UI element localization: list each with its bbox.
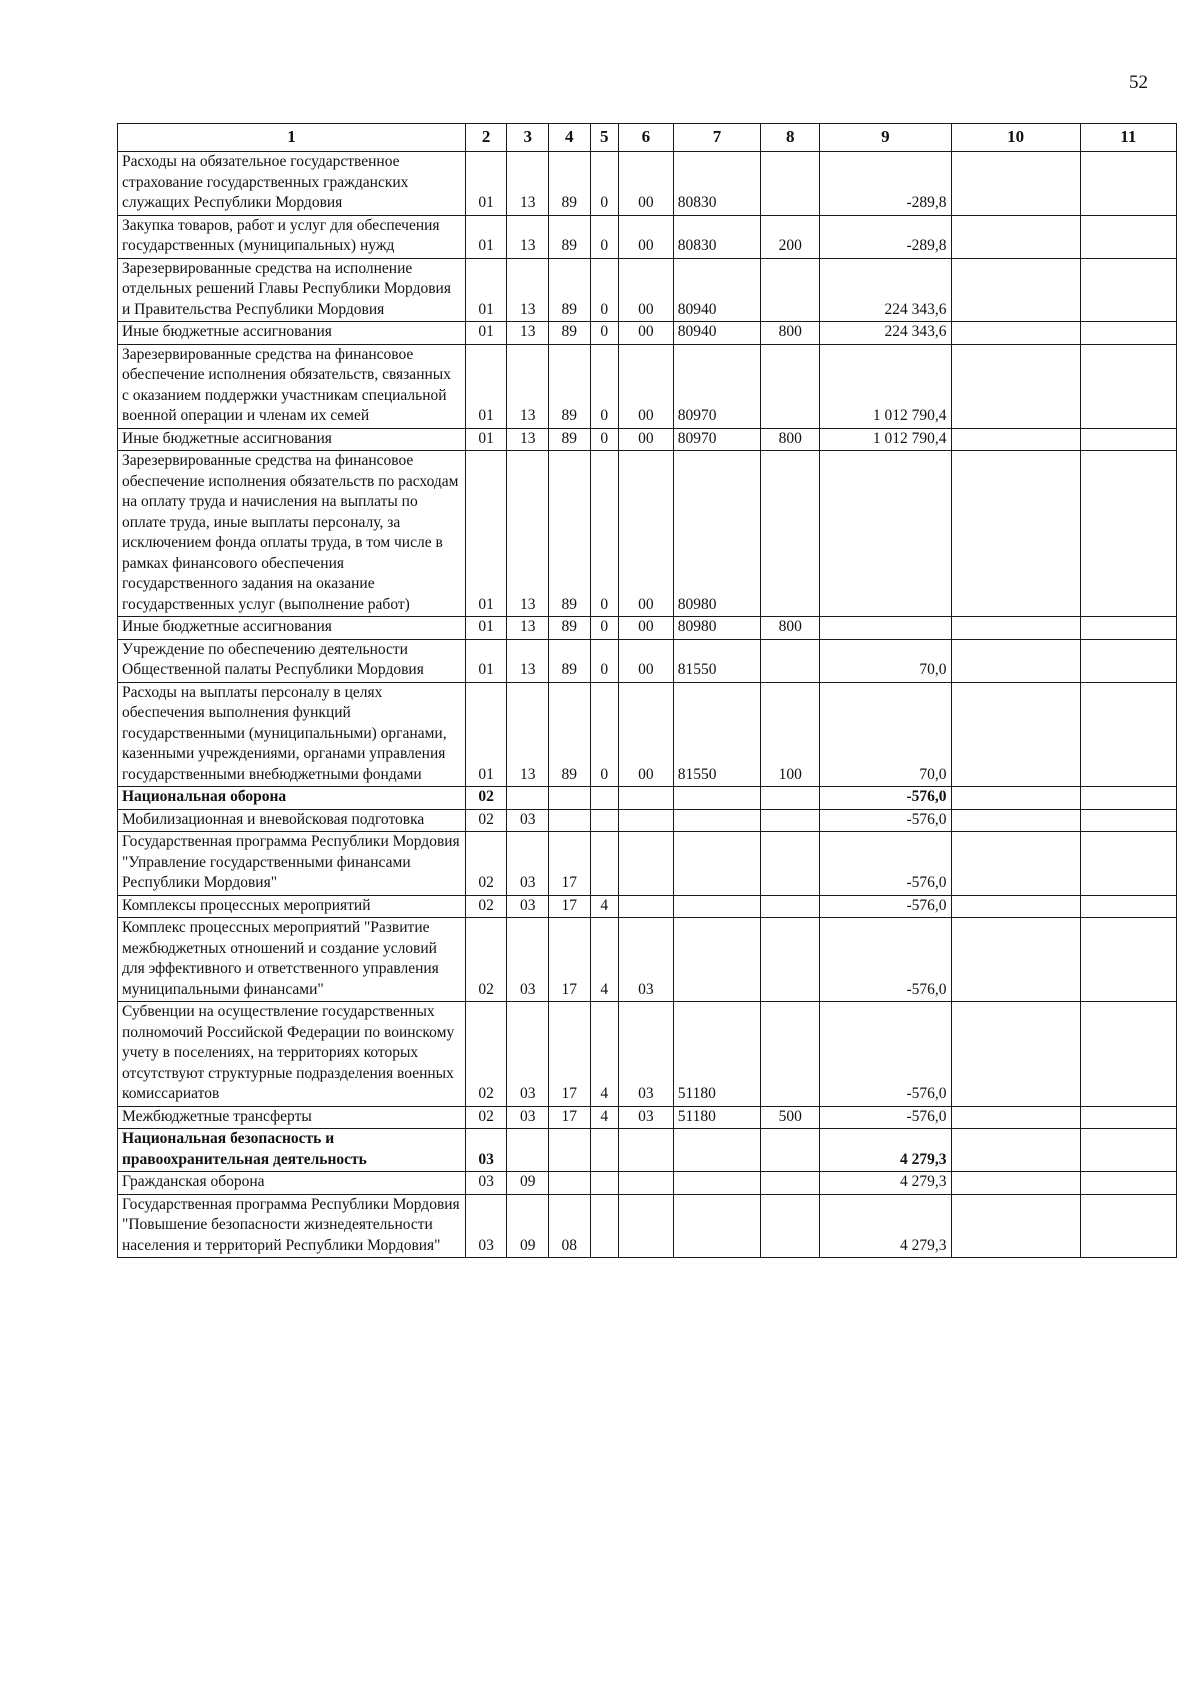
amount-col-10 — [951, 152, 1080, 216]
table-row — [118, 639, 1177, 682]
code-section: 02 — [465, 809, 507, 832]
code-program-type: 0 — [590, 215, 618, 258]
amount-col-10 — [951, 322, 1080, 345]
table-row — [118, 152, 1177, 216]
code-direction: 80830 — [673, 215, 761, 258]
amount-col-10 — [951, 682, 1080, 787]
row-name: Субвенции на осуществление государственных полномочий Российской Федерации по воинскому учету в поселениях, на территориях которых отсутствуют структурные подразделения военных комиссариатов — [118, 1002, 466, 1107]
code-program: 89 — [549, 682, 591, 787]
row-name: Государственная программа Республики Мордовия "Повышение безопасности жизнедеятельности населения и территорий Республики Мордовия" — [118, 1194, 466, 1258]
amount-col-11 — [1080, 787, 1176, 810]
row-name: Комплекс процессных мероприятий "Развитие межбюджетных отношений и создание условий для эффективного и ответственного управления муниципальными финансами" — [118, 918, 466, 1002]
code-subsection: 03 — [507, 918, 549, 1002]
table-row — [118, 1002, 1177, 1107]
code-subsection: 13 — [507, 322, 549, 345]
code-expense-type: 200 — [761, 215, 820, 258]
amount: -289,8 — [820, 152, 951, 216]
table-row — [118, 918, 1177, 1002]
code-direction: 80980 — [673, 451, 761, 617]
row-name: Зарезервированные средства на финансовое обеспечение исполнения обязательств по расходам на оплату труда и начисления на выплаты по оплате труда, иные выплаты персоналу, за исключением фонда оплаты труда, в том числе в рамках финансового обеспечения государственного задания на оказание государственных услуг (выполнение работ) — [118, 451, 466, 617]
column-header: 11 — [1080, 124, 1176, 152]
row-name: Иные бюджетные ассигнования — [118, 322, 466, 345]
row-name: Учреждение по обеспечению деятельности Общественной палаты Республики Мордовия — [118, 639, 466, 682]
amount-col-11 — [1080, 1002, 1176, 1107]
amount-col-11 — [1080, 682, 1176, 787]
code-program-type — [590, 1172, 618, 1195]
code-program: 89 — [549, 428, 591, 451]
code-program: 89 — [549, 639, 591, 682]
table-row — [118, 832, 1177, 896]
column-header: 10 — [951, 124, 1080, 152]
amount: -576,0 — [820, 1106, 951, 1129]
row-name: Расходы на обязательное государственное страхование государственных гражданских служащих Республики Мордовия — [118, 152, 466, 216]
amount — [820, 451, 951, 617]
code-program-type — [590, 832, 618, 896]
code-expense-type — [761, 1129, 820, 1172]
amount-col-11 — [1080, 918, 1176, 1002]
code-program-type: 0 — [590, 639, 618, 682]
code-subsection: 13 — [507, 215, 549, 258]
code-program-type: 0 — [590, 258, 618, 322]
code-subsection: 03 — [507, 832, 549, 896]
table-row — [118, 451, 1177, 617]
code-subprogram: 00 — [619, 258, 674, 322]
code-program: 89 — [549, 215, 591, 258]
code-direction: 81550 — [673, 682, 761, 787]
code-expense-type — [761, 895, 820, 918]
code-subprogram: 00 — [619, 152, 674, 216]
code-subsection: 13 — [507, 152, 549, 216]
table-row — [118, 322, 1177, 345]
code-program-type: 0 — [590, 682, 618, 787]
code-subprogram — [619, 895, 674, 918]
code-program: 89 — [549, 322, 591, 345]
code-program — [549, 809, 591, 832]
code-program — [549, 1129, 591, 1172]
code-program: 08 — [549, 1194, 591, 1258]
code-subprogram: 03 — [619, 1106, 674, 1129]
code-direction — [673, 1129, 761, 1172]
amount-col-11 — [1080, 1106, 1176, 1129]
row-name: Мобилизационная и вневойсковая подготовка — [118, 809, 466, 832]
code-section: 02 — [465, 918, 507, 1002]
code-direction: 80940 — [673, 258, 761, 322]
code-expense-type — [761, 1172, 820, 1195]
code-program: 17 — [549, 832, 591, 896]
table-row — [118, 1106, 1177, 1129]
code-section: 02 — [465, 1002, 507, 1107]
code-subsection: 03 — [507, 1106, 549, 1129]
amount-col-11 — [1080, 215, 1176, 258]
code-section: 03 — [465, 1172, 507, 1195]
code-subsection: 13 — [507, 682, 549, 787]
amount: 70,0 — [820, 682, 951, 787]
code-direction — [673, 895, 761, 918]
code-subprogram: 00 — [619, 215, 674, 258]
code-program-type: 4 — [590, 918, 618, 1002]
code-direction — [673, 832, 761, 896]
code-expense-type — [761, 152, 820, 216]
amount-col-10 — [951, 1194, 1080, 1258]
code-expense-type: 800 — [761, 322, 820, 345]
column-header: 2 — [465, 124, 507, 152]
code-program: 89 — [549, 152, 591, 216]
code-expense-type — [761, 639, 820, 682]
amount: -576,0 — [820, 787, 951, 810]
code-subprogram: 03 — [619, 1002, 674, 1107]
code-subsection: 03 — [507, 1002, 549, 1107]
row-name: Национальная оборона — [118, 787, 466, 810]
amount: -576,0 — [820, 895, 951, 918]
row-name: Комплексы процессных мероприятий — [118, 895, 466, 918]
code-section: 01 — [465, 451, 507, 617]
code-expense-type: 800 — [761, 428, 820, 451]
amount: -576,0 — [820, 832, 951, 896]
code-program-type — [590, 809, 618, 832]
row-name: Иные бюджетные ассигнования — [118, 428, 466, 451]
row-name: Закупка товаров, работ и услуг для обеспечения государственных (муниципальных) нужд — [118, 215, 466, 258]
row-name: Расходы на выплаты персоналу в целях обеспечения выполнения функций государственными (муниципальными) органами, казенными учреждениями, органами управления государственными внебюджетными фондами — [118, 682, 466, 787]
code-direction: 51180 — [673, 1106, 761, 1129]
code-program-type: 4 — [590, 1106, 618, 1129]
amount-col-11 — [1080, 809, 1176, 832]
amount-col-11 — [1080, 344, 1176, 428]
amount-col-10 — [951, 895, 1080, 918]
amount-col-10 — [951, 617, 1080, 640]
amount-col-11 — [1080, 1129, 1176, 1172]
amount-col-10 — [951, 258, 1080, 322]
code-section: 02 — [465, 895, 507, 918]
code-subprogram: 00 — [619, 639, 674, 682]
amount: -576,0 — [820, 1002, 951, 1107]
code-subprogram — [619, 809, 674, 832]
amount-col-11 — [1080, 617, 1176, 640]
code-section: 03 — [465, 1129, 507, 1172]
code-program-type — [590, 1194, 618, 1258]
table-row — [118, 617, 1177, 640]
amount-col-11 — [1080, 832, 1176, 896]
code-expense-type — [761, 1002, 820, 1107]
amount-col-10 — [951, 1106, 1080, 1129]
code-subprogram: 00 — [619, 322, 674, 345]
code-subprogram: 00 — [619, 617, 674, 640]
code-program-type: 0 — [590, 152, 618, 216]
row-name: Иные бюджетные ассигнования — [118, 617, 466, 640]
code-section: 01 — [465, 258, 507, 322]
amount-col-11 — [1080, 258, 1176, 322]
amount-col-11 — [1080, 1194, 1176, 1258]
code-direction: 80980 — [673, 617, 761, 640]
code-subprogram — [619, 1194, 674, 1258]
row-name: Зарезервированные средства на финансовое обеспечение исполнения обязательств, связанных с оказанием поддержки участникам специальной военной операции и членам их семей — [118, 344, 466, 428]
code-section: 01 — [465, 322, 507, 345]
amount-col-10 — [951, 1002, 1080, 1107]
column-header: 8 — [761, 124, 820, 152]
code-expense-type — [761, 1194, 820, 1258]
amount: -576,0 — [820, 809, 951, 832]
code-subprogram: 00 — [619, 682, 674, 787]
amount: 1 012 790,4 — [820, 428, 951, 451]
code-subprogram: 00 — [619, 451, 674, 617]
table-body — [118, 152, 1177, 1258]
code-expense-type — [761, 451, 820, 617]
code-subprogram — [619, 832, 674, 896]
code-program: 89 — [549, 617, 591, 640]
code-subprogram: 03 — [619, 918, 674, 1002]
code-program-type — [590, 787, 618, 810]
table-row — [118, 344, 1177, 428]
code-expense-type — [761, 832, 820, 896]
amount-col-10 — [951, 428, 1080, 451]
code-program: 17 — [549, 895, 591, 918]
code-expense-type — [761, 344, 820, 428]
row-name: Межбюджетные трансферты — [118, 1106, 466, 1129]
column-header: 5 — [590, 124, 618, 152]
code-section: 01 — [465, 682, 507, 787]
amount-col-11 — [1080, 639, 1176, 682]
column-header: 7 — [673, 124, 761, 152]
code-expense-type: 100 — [761, 682, 820, 787]
code-expense-type — [761, 809, 820, 832]
code-direction: 80940 — [673, 322, 761, 345]
code-direction: 80970 — [673, 428, 761, 451]
code-program-type — [590, 1129, 618, 1172]
code-direction: 81550 — [673, 639, 761, 682]
code-subprogram — [619, 1129, 674, 1172]
code-program — [549, 1172, 591, 1195]
column-header: 9 — [820, 124, 951, 152]
table-row — [118, 215, 1177, 258]
code-program: 89 — [549, 258, 591, 322]
amount-col-11 — [1080, 152, 1176, 216]
code-direction — [673, 1172, 761, 1195]
table-row — [118, 787, 1177, 810]
table-row — [118, 1172, 1177, 1195]
table-row — [118, 895, 1177, 918]
amount-col-10 — [951, 787, 1080, 810]
code-subprogram: 00 — [619, 428, 674, 451]
amount-col-10 — [951, 918, 1080, 1002]
code-subsection: 03 — [507, 809, 549, 832]
amount: 1 012 790,4 — [820, 344, 951, 428]
code-section: 01 — [465, 428, 507, 451]
row-name: Зарезервированные средства на исполнение отдельных решений Главы Республики Мордовия и Правительства Республики Мордовия — [118, 258, 466, 322]
code-subsection: 13 — [507, 428, 549, 451]
amount: 4 279,3 — [820, 1194, 951, 1258]
code-section: 01 — [465, 617, 507, 640]
amount — [820, 617, 951, 640]
code-expense-type — [761, 787, 820, 810]
amount-col-10 — [951, 639, 1080, 682]
header-row — [118, 124, 1177, 152]
code-section: 03 — [465, 1194, 507, 1258]
table-row — [118, 1194, 1177, 1258]
code-program-type: 0 — [590, 322, 618, 345]
code-program — [549, 787, 591, 810]
row-name: Гражданская оборона — [118, 1172, 466, 1195]
amount: -289,8 — [820, 215, 951, 258]
row-name: Государственная программа Республики Мордовия "Управление государственными финансами Республики Мордовия" — [118, 832, 466, 896]
code-program: 89 — [549, 451, 591, 617]
code-program: 17 — [549, 1002, 591, 1107]
code-program-type: 0 — [590, 428, 618, 451]
code-expense-type: 500 — [761, 1106, 820, 1129]
amount-col-10 — [951, 1172, 1080, 1195]
code-subprogram — [619, 787, 674, 810]
column-header: 3 — [507, 124, 549, 152]
code-section: 01 — [465, 344, 507, 428]
code-program: 89 — [549, 344, 591, 428]
code-direction — [673, 809, 761, 832]
code-subsection — [507, 1129, 549, 1172]
code-subprogram: 00 — [619, 344, 674, 428]
code-section: 01 — [465, 639, 507, 682]
amount-col-11 — [1080, 1172, 1176, 1195]
code-subsection: 13 — [507, 258, 549, 322]
table-row — [118, 682, 1177, 787]
code-section: 02 — [465, 787, 507, 810]
amount-col-10 — [951, 1129, 1080, 1172]
code-expense-type — [761, 918, 820, 1002]
code-subprogram — [619, 1172, 674, 1195]
code-direction — [673, 918, 761, 1002]
code-direction — [673, 787, 761, 810]
amount-col-10 — [951, 215, 1080, 258]
amount-col-11 — [1080, 451, 1176, 617]
code-subsection — [507, 787, 549, 810]
code-direction: 80970 — [673, 344, 761, 428]
code-expense-type — [761, 258, 820, 322]
code-program: 17 — [549, 1106, 591, 1129]
code-direction — [673, 1194, 761, 1258]
code-direction: 51180 — [673, 1002, 761, 1107]
code-section: 02 — [465, 832, 507, 896]
page-number: 52 — [1129, 72, 1148, 93]
amount: 224 343,6 — [820, 322, 951, 345]
code-section: 01 — [465, 152, 507, 216]
code-expense-type: 800 — [761, 617, 820, 640]
column-header: 1 — [118, 124, 466, 152]
amount-col-10 — [951, 344, 1080, 428]
code-subsection: 13 — [507, 617, 549, 640]
amount: 4 279,3 — [820, 1129, 951, 1172]
code-program-type: 0 — [590, 451, 618, 617]
code-subsection: 13 — [507, 639, 549, 682]
code-direction: 80830 — [673, 152, 761, 216]
code-program-type: 4 — [590, 1002, 618, 1107]
table-row — [118, 258, 1177, 322]
amount-col-11 — [1080, 428, 1176, 451]
amount-col-11 — [1080, 895, 1176, 918]
column-header: 6 — [619, 124, 674, 152]
amount-col-10 — [951, 809, 1080, 832]
amount: 224 343,6 — [820, 258, 951, 322]
row-name: Национальная безопасность и правоохранительная деятельность — [118, 1129, 466, 1172]
code-section: 01 — [465, 215, 507, 258]
code-subsection: 13 — [507, 344, 549, 428]
amount-col-10 — [951, 832, 1080, 896]
code-program: 17 — [549, 918, 591, 1002]
code-subsection: 09 — [507, 1172, 549, 1195]
code-program-type: 4 — [590, 895, 618, 918]
amount: -576,0 — [820, 918, 951, 1002]
code-subsection: 03 — [507, 895, 549, 918]
amount-col-10 — [951, 451, 1080, 617]
code-subsection: 09 — [507, 1194, 549, 1258]
column-header: 4 — [549, 124, 591, 152]
table-row — [118, 428, 1177, 451]
table-row — [118, 809, 1177, 832]
code-program-type: 0 — [590, 617, 618, 640]
code-program-type: 0 — [590, 344, 618, 428]
amount: 70,0 — [820, 639, 951, 682]
amount-col-11 — [1080, 322, 1176, 345]
budget-table — [117, 123, 1177, 1258]
amount: 4 279,3 — [820, 1172, 951, 1195]
table-row — [118, 1129, 1177, 1172]
code-section: 02 — [465, 1106, 507, 1129]
code-subsection: 13 — [507, 451, 549, 617]
